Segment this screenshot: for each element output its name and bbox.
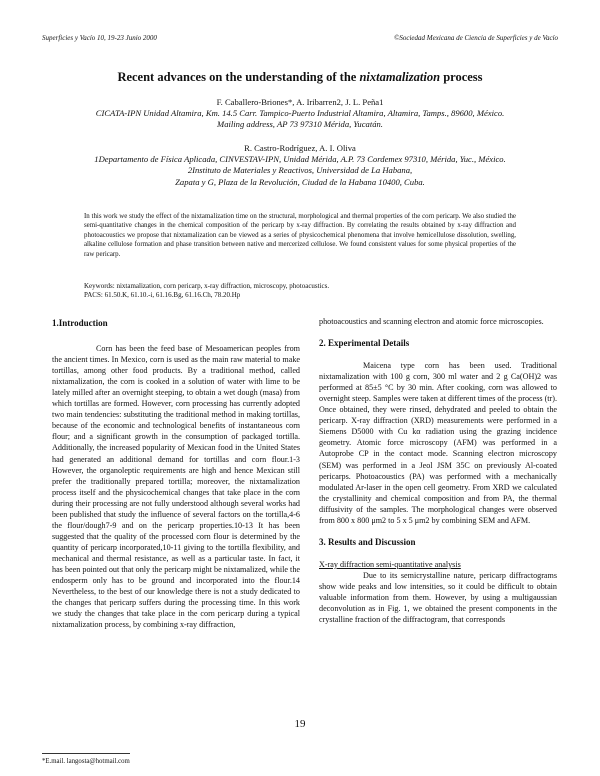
author-names-1: F. Caballero-Briones*, A. Iribarren2, J. L. Peña1 xyxy=(216,97,384,107)
affiliation-havana: 2Instituto de Materiales y Reactivos, Universidad de La Habana, xyxy=(187,165,413,176)
footnote-email: *E.mail. langosta@hotmail.com xyxy=(42,758,130,765)
section-heading-results: 3. Results and Discussion xyxy=(319,536,416,547)
pacs-codes: PACS: 61.50.K, 61.10.-i, 61.16.Bg, 61.16.Ch, 78.20.Hp xyxy=(84,291,241,300)
section-heading-introduction: 1.Introduction xyxy=(52,318,108,328)
footnote-rule xyxy=(42,753,130,754)
section-heading-experimental: 2. Experimental Details xyxy=(319,338,410,349)
page-number: 19 xyxy=(294,718,306,730)
keywords-block xyxy=(84,282,516,301)
subsection-heading-xrd: X-ray diffraction semi-quantitative analysis xyxy=(319,559,461,569)
right-column xyxy=(319,316,557,625)
author-block-1 xyxy=(40,97,560,131)
affiliation-cinvestav: 1Departamento de Física Aplicada, CINVESTAV-IPN, Unidad Mérida, A.P. 73 Cordemex 97310, Mérida, Yuc., México. xyxy=(94,154,506,165)
affiliation-havana-address: Zapata y G, Plaza de la Revolución, Ciudad de la Habana 10400, Cuba. xyxy=(175,176,425,187)
left-column xyxy=(52,318,300,630)
author-block-2 xyxy=(40,143,560,188)
running-header-journal: Superficies y Vacío 10, 19-23 Junio 2000 xyxy=(42,34,157,42)
experimental-body: Maicena type corn has been used. Traditional nixtamalization with 100 g corn, 300 ml water and 2 g Ca(OH)2 was performed at 85±5 °C by 30 min. After cooking, corn was allowed to overnight steep. Samples were taken at different times of the process (tr). Once obtained, they were rinsed, dehydrated and peeled to obtain the pericarp. X-ray diffraction (XRD) measurements were performed in a Siemens D5000 with Cu kα radiation using the grazing incidence geometry. Atomic force microscopy (AFM) was performed in a Autoprobe CP in the contact mode. Scanning electron microscopy (SEM) was performed in a Jeol JSM 35C on previously Al-coated pericarps. Photoacoustics (PA) was performed with a mechanically modulated Ar-laser in the open cell geometry. From XRD we calculated the crystallinity and chemical composition and from PA, the thermal diffusivity of the samples. The morphological changes were observed from 800 x 800 μm2 to 5 x 5 μm2 by combining SEM and AFM. xyxy=(319,361,557,525)
keywords: Keywords: nixtamalization, corn pericarp, x-ray diffraction, microscopy, photoacustics. xyxy=(84,282,330,290)
introduction-body: Corn has been the feed base of Mesoamerican peoples from the ancient times. In Mexico, corn is used as the main raw material to make tortillas, among other food products. By a traditional method, called nixtamalization, the corn is cooked in a solution of water with lime to be lately milled after an overnight steeping, to obtain a wet dough (masa) from which tortillas are formed. However, corn processing has currently adopted two main tendencies: substituting the traditional method in making tortillas, because of the economic and technological benefits of instantaneous corn flour; and a significant growth in the consumption of packaged tortilla. Additionally, the increased popularity of Mexican food in the United States had generated an additional demand for tortillas and corn flour.1-3 However, the organoleptic requirements are high and hence Mexican still prefer the traditionally prepared tortilla; moreover, the nixtamalization process itself and the physicochemical changes that take place in the corn during their processing are not fully understood although several works had been published that study the influence of several factors on the tortilla,4-6 the flour/dough7-9 and on the pericarp properties.10-13 It has been suggested that the quality of the processed corn flour is determined by the quantity of pericarp incorporated,10-11 giving to the tortilla flexibility, and mechanical and thermal resistance, as well as a particular taste. In fact, it has been pointed out that only the pericarp might be nixtamalized, while the endosperm only has to be ground and incorporated into the flour.14 Nevertheless, to the best of our knowledge there is not a study dedicated to the changes that pericarp suffers during the processing time. In this work we study the changes that take place in the corn pericarp during a typical nixtamalization process, by combining x-ray diffraction, xyxy=(52,344,300,630)
mailing-address: Mailing address, AP 73 97310 Mérida, Yucatán. xyxy=(217,119,383,130)
introduction-continued: photoacoustics and scanning electron and atomic force microscopies. xyxy=(319,317,544,326)
results-body: Due to its semicrystalline nature, pericarp diffractograms show wide peaks and low intensities, so it could be difficult to obtain valuable information from them. However, by using a multigaussian deconvolution as in Fig. 1, we obtained the present components in the crystalline fraction of the diffractogram, that corresponds xyxy=(319,570,557,625)
affiliation-altamira: CICATA-IPN Unidad Altamira, Km. 14.5 Carr. Tampico-Puerto Industrial Altamira, Altamira, Tamps., 89600, México. xyxy=(95,108,505,119)
running-header-society: ©Sociedad Mexicana de Ciencia de Superficies y de Vacío xyxy=(394,34,558,42)
paper-title: Recent advances on the understanding of the nixtamalization process xyxy=(117,70,483,84)
abstract: In this work we study the effect of the nixtamalization time on the structural, morphological and thermal properties of the corn pericarp. We also studied the semi-quantitative changes in the chemical composition of the pericarp by x-ray diffraction. By correlating the results obtained by x-ray diffraction and photoacoustics we propose that nixtamalization can be viewed as a series of physicochemical phenomena that involve hemicellulose dissolution, swelling, alkaline cellulose formation and phase transition between native and mercerized cellulose. We found consistent values for some physical properties of the raw pericarp. xyxy=(84,213,516,258)
author-names-2: R. Castro-Rodríguez, A. I. Oliva xyxy=(244,143,356,153)
